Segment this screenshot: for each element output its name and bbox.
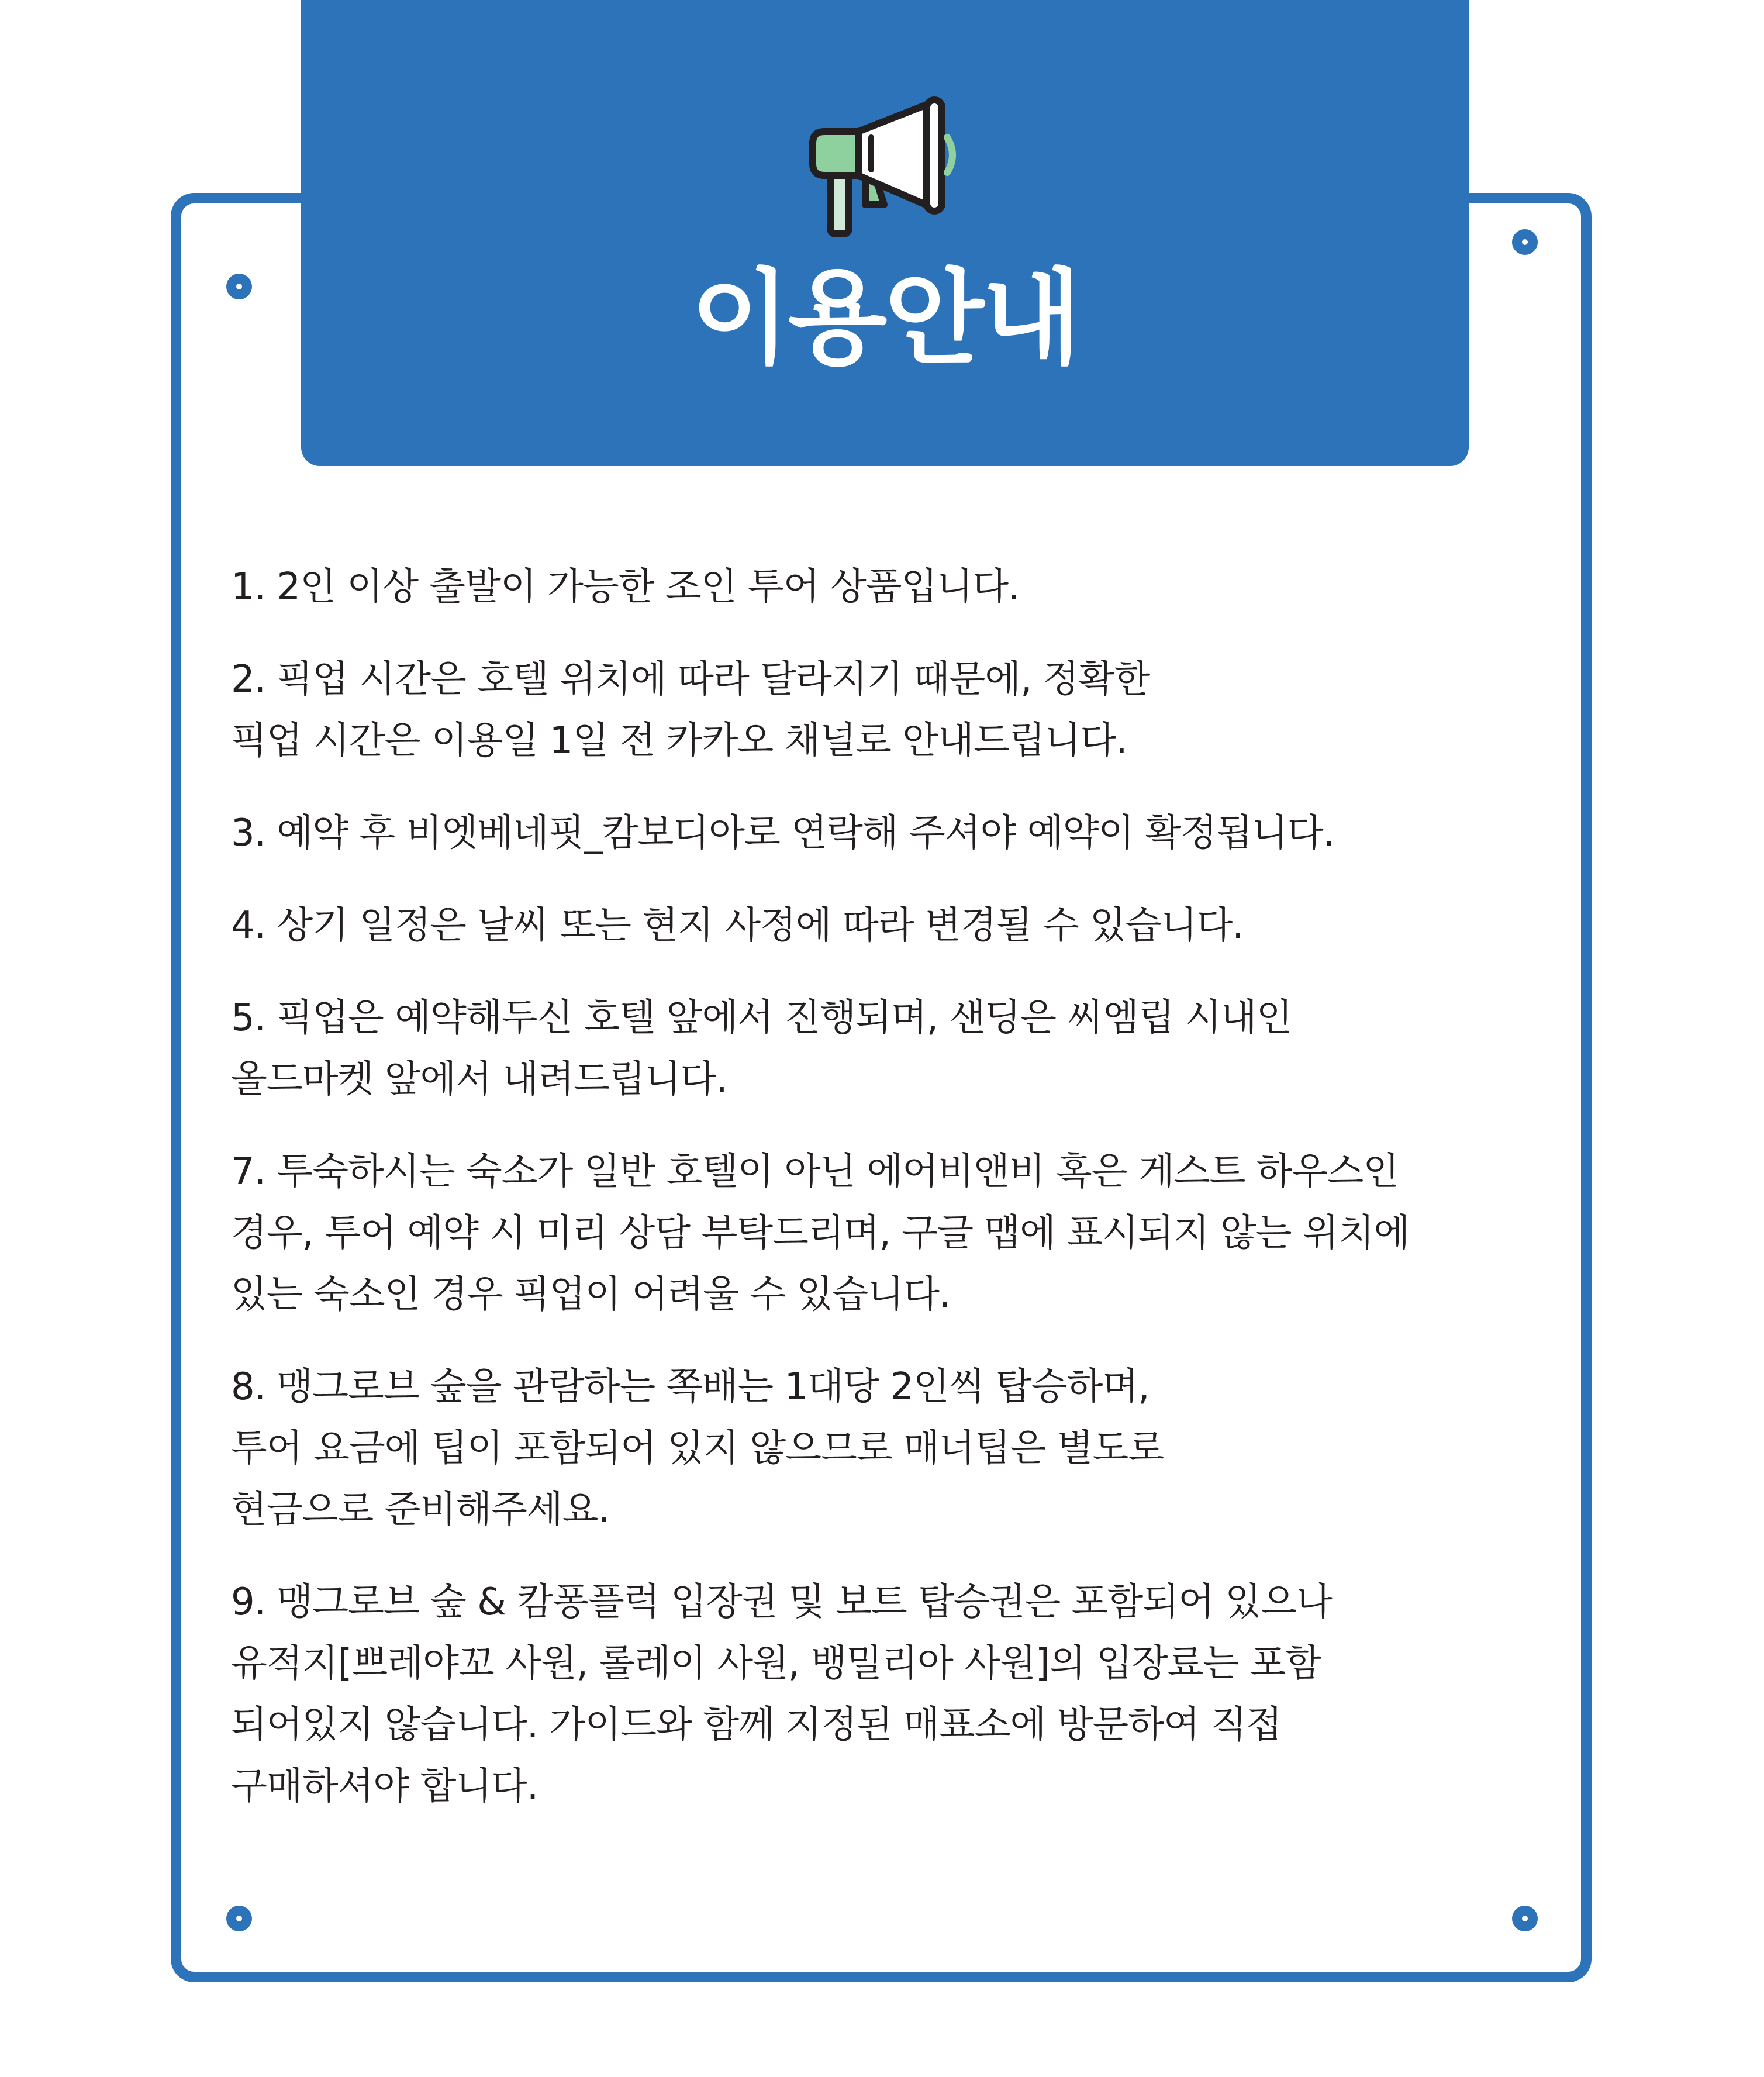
corner-ring-top-left: [226, 274, 252, 299]
page-title: 이용안내: [691, 258, 1079, 378]
megaphone-icon: [807, 96, 959, 237]
notice-item: 9. 맹그로브 숲 & 캄퐁플럭 입장권 및 보트 탑승권은 포함되어 있으나 유적지[쁘레야꼬 사원, 롤레이 사원, 뱅밀리아 사원]의 입장료는 포함 되어있지 않습니다. 가이드와 함께 지정된 매표소에 방문하여 직접 구매하셔야 합니다.: [231, 1581, 1332, 1808]
corner-ring-bottom-left: [226, 1906, 252, 1931]
notice-item: 8. 맹그로브 숲을 관람하는 쪽배는 1대당 2인씩 탑승하며, 투어 요금에 팁이 포함되어 있지 않으므로 매너팁은 별도로 현금으로 준비해주세요.: [231, 1365, 1164, 1531]
corner-ring-bottom-right: [1512, 1906, 1538, 1931]
notice-item: 5. 픽업은 예약해두신 호텔 앞에서 진행되며, 샌딩은 씨엠립 시내인 올드마켓 앞에서 내려드립니다.: [231, 996, 1292, 1101]
notice-item: 1. 2인 이상 출발이 가능한 조인 투어 상품입니다.: [231, 565, 1020, 609]
notice-item: 4. 상기 일정은 날씨 또는 현지 사정에 따라 변경될 수 있습니다.: [231, 904, 1244, 947]
notice-list: [231, 557, 1552, 1848]
notice-item: 3. 예약 후 비엣베네핏_캄보디아로 연락해 주셔야 예약이 확정됩니다.: [231, 812, 1335, 855]
notice-item: 7. 투숙하시는 숙소가 일반 호텔이 아닌 에어비앤비 혹은 게스트 하우스인 경우, 투어 예약 시 미리 상담 부탁드리며, 구글 맵에 표시되지 않는 위치에 있는 숙소인 경우 픽업이 어려울 수 있습니다.: [231, 1150, 1410, 1316]
corner-ring-top-right: [1512, 229, 1538, 255]
notice-item: 2. 픽업 시간은 호텔 위치에 따라 달라지기 때문에, 정확한 픽업 시간은 이용일 1일 전 카카오 채널로 안내드립니다.: [231, 658, 1150, 763]
